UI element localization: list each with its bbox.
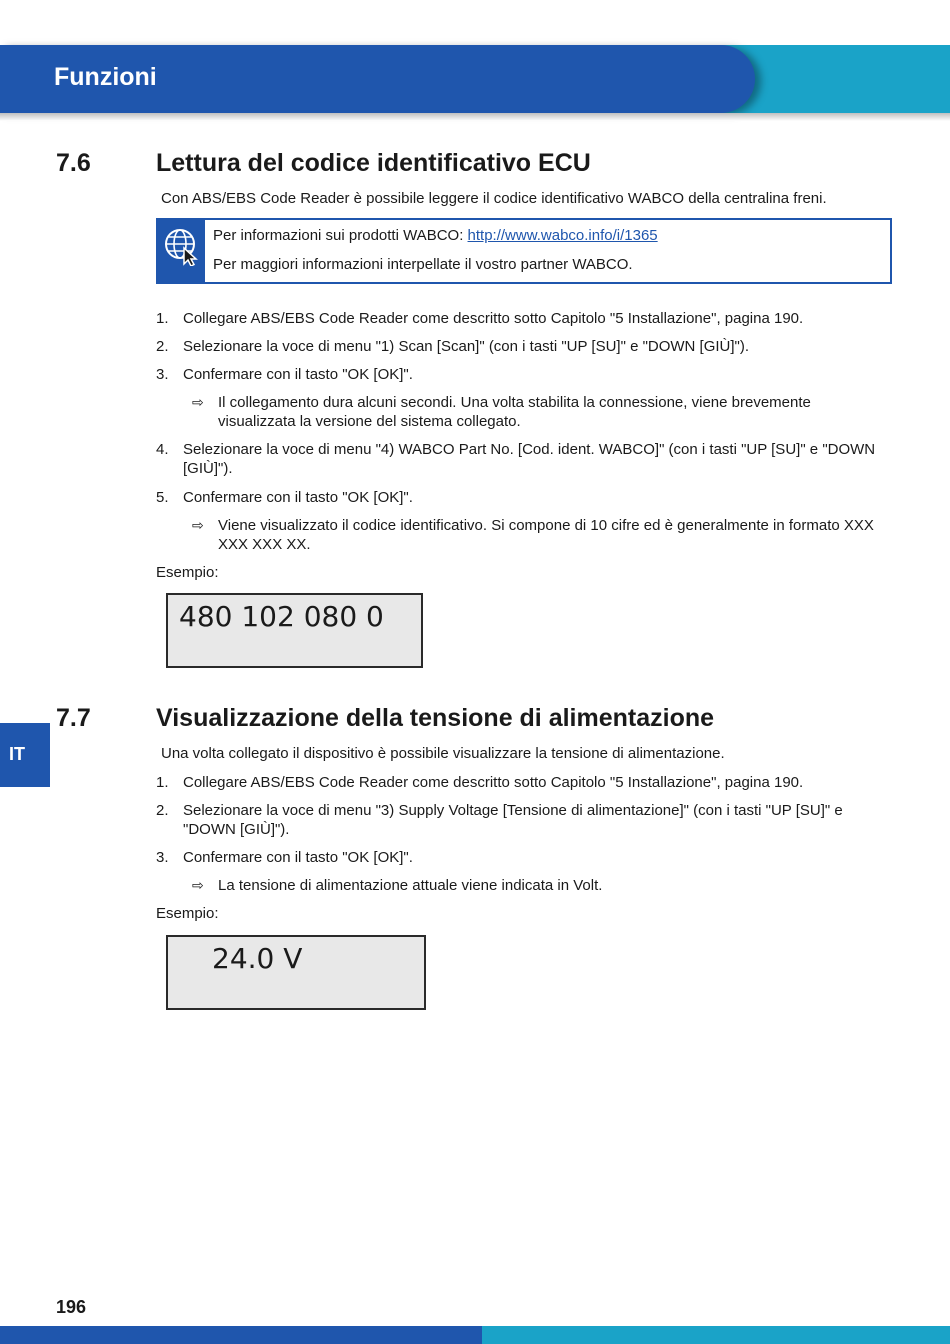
section-77-number: 7.7	[56, 704, 91, 732]
lcd-display-voltage	[166, 935, 426, 1010]
section-76-example-label: Esempio:	[156, 564, 219, 581]
step-number: 3.	[156, 366, 169, 383]
step-number: 2.	[156, 802, 169, 819]
section-76-number: 7.6	[56, 149, 91, 177]
section-76-title: Lettura del codice identificativo ECU	[156, 149, 591, 177]
lcd-display-value: 24.0 V	[212, 942, 303, 975]
info-box	[156, 218, 892, 284]
result-text: La tensione di alimentazione attuale viene indicata in Volt.	[218, 877, 603, 894]
step-number: 2.	[156, 338, 169, 355]
wabco-info-link[interactable]: http://www.wabco.info/i/1365	[467, 227, 658, 244]
footer-blue-band	[0, 1326, 482, 1344]
section-77-example-label: Esempio:	[156, 905, 219, 922]
info-line-1	[213, 227, 658, 244]
step-number: 1.	[156, 310, 169, 327]
arrow-right-icon: ⇨	[192, 517, 204, 533]
info-icon-cell	[158, 220, 205, 282]
page-header-title: Funzioni	[54, 63, 157, 91]
step-text: Confermare con il tasto "OK [OK]".	[183, 849, 413, 866]
footer-teal-band	[482, 1326, 950, 1344]
language-tab-label: IT	[9, 744, 25, 764]
step-text: Collegare ABS/EBS Code Reader come descritto sotto Capitolo "5 Installazione", pagina 190.	[183, 774, 804, 791]
step-text: Selezionare la voce di menu "1) Scan [Scan]" (con i tasti "UP [SU]" e "DOWN [GIÙ]").	[183, 338, 750, 355]
arrow-right-icon: ⇨	[192, 877, 204, 893]
step-number: 1.	[156, 774, 169, 791]
globe-cursor-icon	[163, 226, 201, 266]
section-77-title: Visualizzazione della tensione di alimentazione	[156, 704, 715, 732]
step-number: 4.	[156, 441, 169, 458]
step-text: Confermare con il tasto "OK [OK]".	[183, 366, 413, 383]
step-number: 3.	[156, 849, 169, 866]
step-text: Selezionare la voce di menu "4) WABCO Part No. [Cod. ident. WABCO]" (con i tasti "UP [SU]" e "DOWN [GIÙ]").	[183, 441, 876, 477]
info-line-1-text: Per informazioni sui prodotti WABCO:	[213, 227, 468, 244]
step-text: Confermare con il tasto "OK [OK]".	[183, 489, 413, 506]
lcd-display-value: 480 102 080 0	[179, 600, 384, 633]
result-text: Il collegamento dura alcuni secondi. Una volta stabilita la connessione, viene brevemente visualizzata la versione del sistema collegato.	[218, 394, 811, 430]
step-number: 5.	[156, 489, 169, 506]
page-number: 196	[56, 1297, 87, 1317]
step-text: Collegare ABS/EBS Code Reader come descritto sotto Capitolo "5 Installazione", pagina 190.	[183, 310, 804, 327]
arrow-right-icon: ⇨	[192, 394, 204, 410]
result-text: Viene visualizzato il codice identificativo. Si compone di 10 cifre ed è generalmente in formato XXX XXX XXX XX.	[218, 517, 874, 553]
header-shadow	[0, 113, 950, 121]
section-77-intro: Una volta collegato il dispositivo è possibile visualizzare la tensione di alimentazione.	[161, 745, 725, 762]
lcd-display-ecu-code	[166, 593, 423, 668]
step-text: Selezionare la voce di menu "3) Supply Voltage [Tensione di alimentazione]" (con i tasti "UP [SU]" e "DOWN [GIÙ]").	[183, 802, 843, 838]
language-tab	[0, 723, 50, 787]
info-line-2: Per maggiori informazioni interpellate il vostro partner WABCO.	[213, 256, 633, 273]
section-76-intro: Con ABS/EBS Code Reader è possibile leggere il codice identificativo WABCO della centralina freni.	[161, 190, 827, 207]
